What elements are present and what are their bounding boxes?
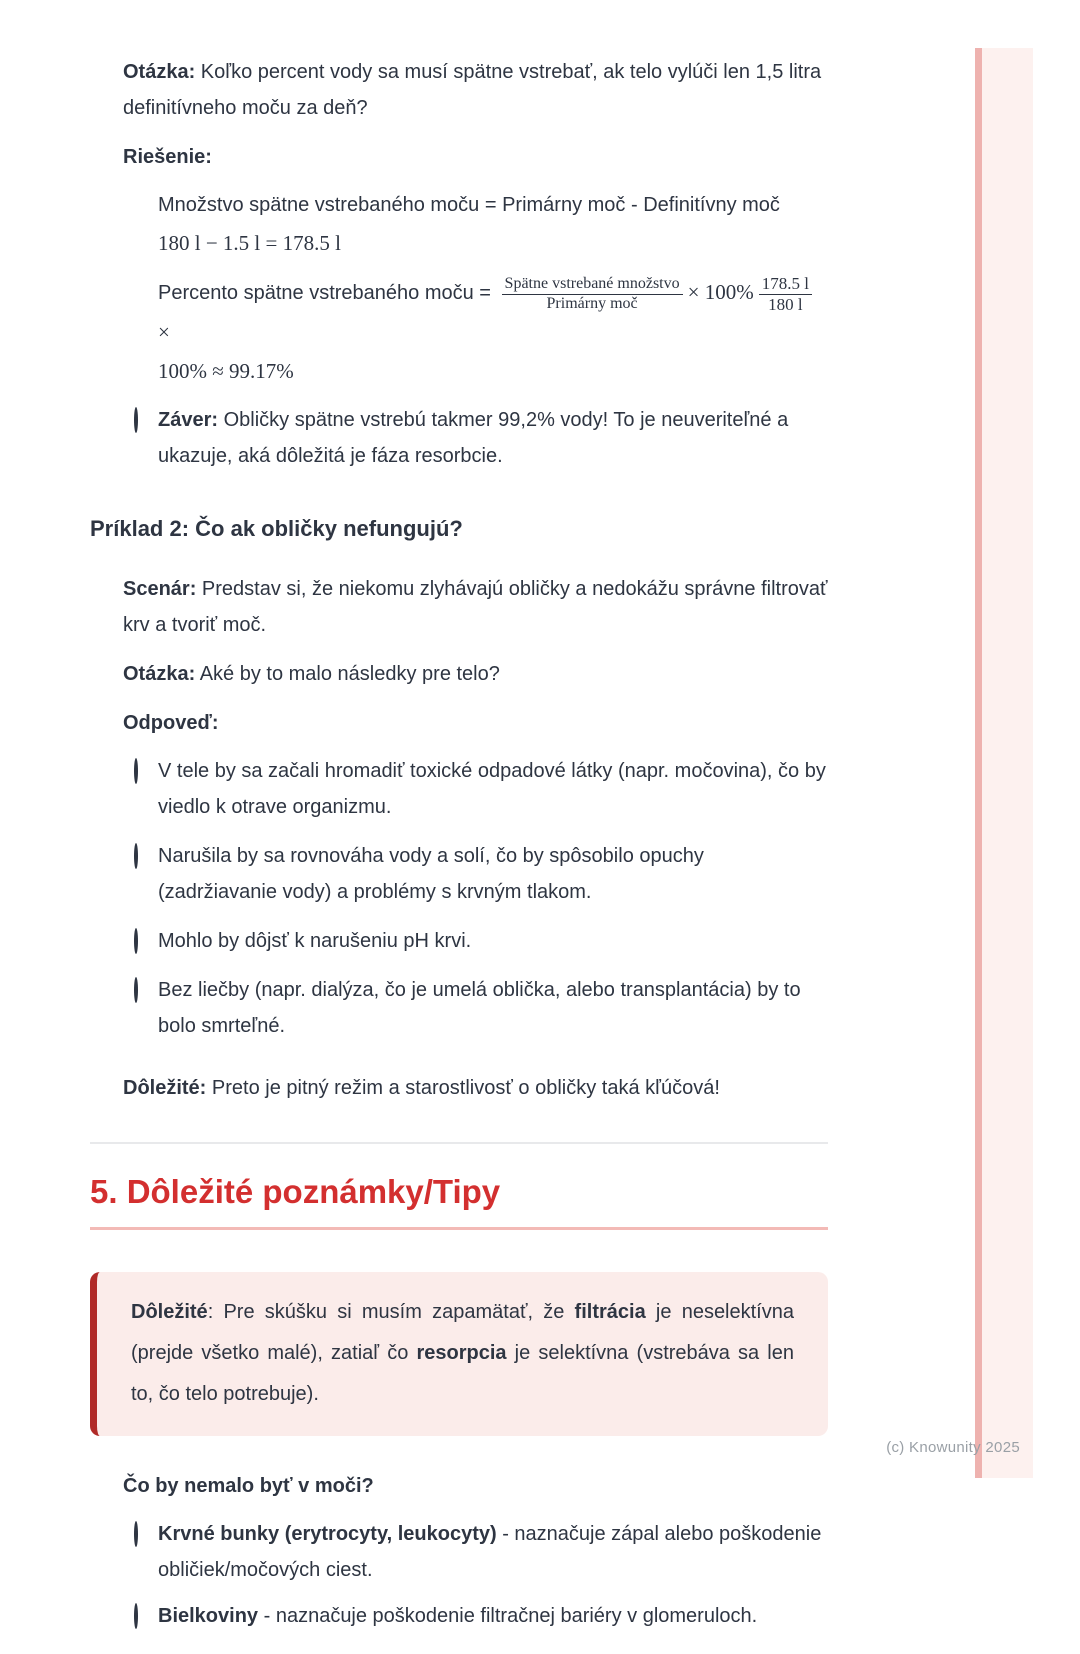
section-divider (90, 1142, 828, 1144)
copyright-watermark: (c) Knowunity 2025 (886, 1439, 1020, 1456)
list-item (90, 54, 828, 126)
notes-list (90, 1468, 828, 1644)
example2-list (90, 571, 828, 1106)
list-item (123, 838, 828, 910)
callout-text: : Pre skúšku si musím zapamätať, že (207, 1301, 575, 1324)
solution-steps (123, 187, 828, 474)
callout-bold-filtracia: filtrácia (574, 1301, 646, 1324)
fraction-denominator: 180 l (768, 295, 803, 315)
list-item (123, 274, 828, 389)
circle-bullet-icon (134, 1603, 138, 1629)
circle-bullet-icon (134, 977, 138, 1003)
page-edge-stripe (975, 48, 1033, 1478)
circle-bullet-icon (134, 758, 138, 784)
question-label: Otázka: (123, 663, 196, 686)
list-item (123, 753, 828, 825)
scenario-text: Predstav si, že niekomu zlyhávajú obličky a nedokážu správne filtrovať krv a tvoriť moč. (123, 578, 828, 637)
list-item (90, 705, 828, 1057)
list-item (90, 656, 828, 692)
list-item (123, 402, 828, 474)
note1-label: Krvné bunky (erytrocyty, leukocyty) (158, 1523, 497, 1546)
important-label: Dôležité: (123, 1077, 207, 1100)
list-item (123, 972, 828, 1044)
fraction-numerator: Spätne vstrebané množstvo (502, 275, 683, 295)
answer-list (123, 753, 828, 1044)
fraction (502, 275, 683, 313)
conclusion-label: Záver: (158, 409, 219, 432)
circle-bullet-icon (134, 928, 138, 954)
section-5-heading: 5. Dôležité poznámky/Tipy (90, 1172, 828, 1230)
list-item (90, 1468, 828, 1644)
circle-bullet-icon (134, 407, 138, 433)
callout-text: je selektívna (vstrebáva sa len to, čo telo potrebuje). (131, 1342, 794, 1406)
fraction-numerator: 178.5 l (759, 274, 812, 295)
example2-heading: Príklad 2: Čo ak obličky nefungujú? (90, 516, 463, 542)
answer-text: Mohlo by dôjsť k narušeniu pH krvi. (158, 930, 472, 953)
circle-bullet-icon (134, 843, 138, 869)
answer-text: V tele by sa začali hromadiť toxické odpadové látky (napr. močovina), čo by viedlo k otrave organizmu. (158, 760, 826, 819)
solution-label: Riešenie: (123, 146, 212, 168)
fraction (759, 274, 812, 314)
question-text: Aké by to malo následky pre telo? (195, 663, 500, 686)
list-item (123, 923, 828, 959)
step1-text: Množstvo spätne vstrebaného moču = Primárny moč - Definitívny moč (158, 194, 780, 216)
notes-sublist (123, 1516, 828, 1634)
list-item (123, 1598, 828, 1634)
answer-label: Odpoveď: (123, 712, 219, 735)
list-item (123, 187, 828, 261)
question-label: Otázka: (123, 61, 196, 83)
list-item (90, 139, 828, 487)
callout-label: Dôležité (131, 1301, 208, 1324)
important-callout (90, 1272, 828, 1436)
callout-bold-resorpcia: resorpcia (416, 1342, 507, 1365)
page-content (90, 54, 828, 1654)
important-text: Preto je pitný režim a starostlivosť o obličky taká kľúčová! (206, 1077, 720, 1100)
times-100: × 100% (687, 280, 754, 304)
step2-text: Percento spätne vstrebaného moču = (158, 282, 497, 304)
note2-label: Bielkoviny (158, 1605, 259, 1628)
answer-text: Narušila by sa rovnováha vody a solí, čo by spôsobilo opuchy (zadržiavanie vody) a problémy s krvným tlakom. (158, 845, 704, 904)
step2-result: 100% ≈ 99.17% (158, 359, 294, 384)
answer-text: Bez liečby (napr. dialýza, čo je umelá oblička, alebo transplantácia) by to bolo smrteľné. (158, 979, 801, 1038)
note2-text: - naznačuje poškodenie filtračnej bariéry v glomeruloch. (258, 1605, 758, 1628)
list-item (123, 1516, 828, 1588)
example1-list (90, 54, 828, 487)
step1-formula: 180 l − 1.5 l = 178.5 l (158, 231, 341, 255)
scenario-label: Scenár: (123, 578, 197, 601)
times-sign: × (158, 320, 170, 345)
fraction-denominator: Primárny moč (546, 295, 638, 313)
list-item (90, 571, 828, 643)
conclusion-text: Obličky spätne vstrebú takmer 99,2% vody! To je neuveriteľné a ukazuje, aká dôležitá je fáza resorbcie. (158, 409, 789, 468)
question-text: Koľko percent vody sa musí spätne vstrebať, ak telo vylúči len 1,5 litra definitívneho moču za deň? (123, 61, 822, 119)
step2-formula-line (158, 274, 828, 351)
list-item (90, 1070, 828, 1106)
note1-text: - naznačuje zápal alebo poškodenie obličiek/močových ciest. (158, 1523, 822, 1582)
notes-question: Čo by nemalo byť v moči? (123, 1475, 374, 1498)
callout-text: je neselektívna (prejde všetko malé), zatiaľ čo (131, 1301, 794, 1365)
circle-bullet-icon (134, 1521, 138, 1547)
